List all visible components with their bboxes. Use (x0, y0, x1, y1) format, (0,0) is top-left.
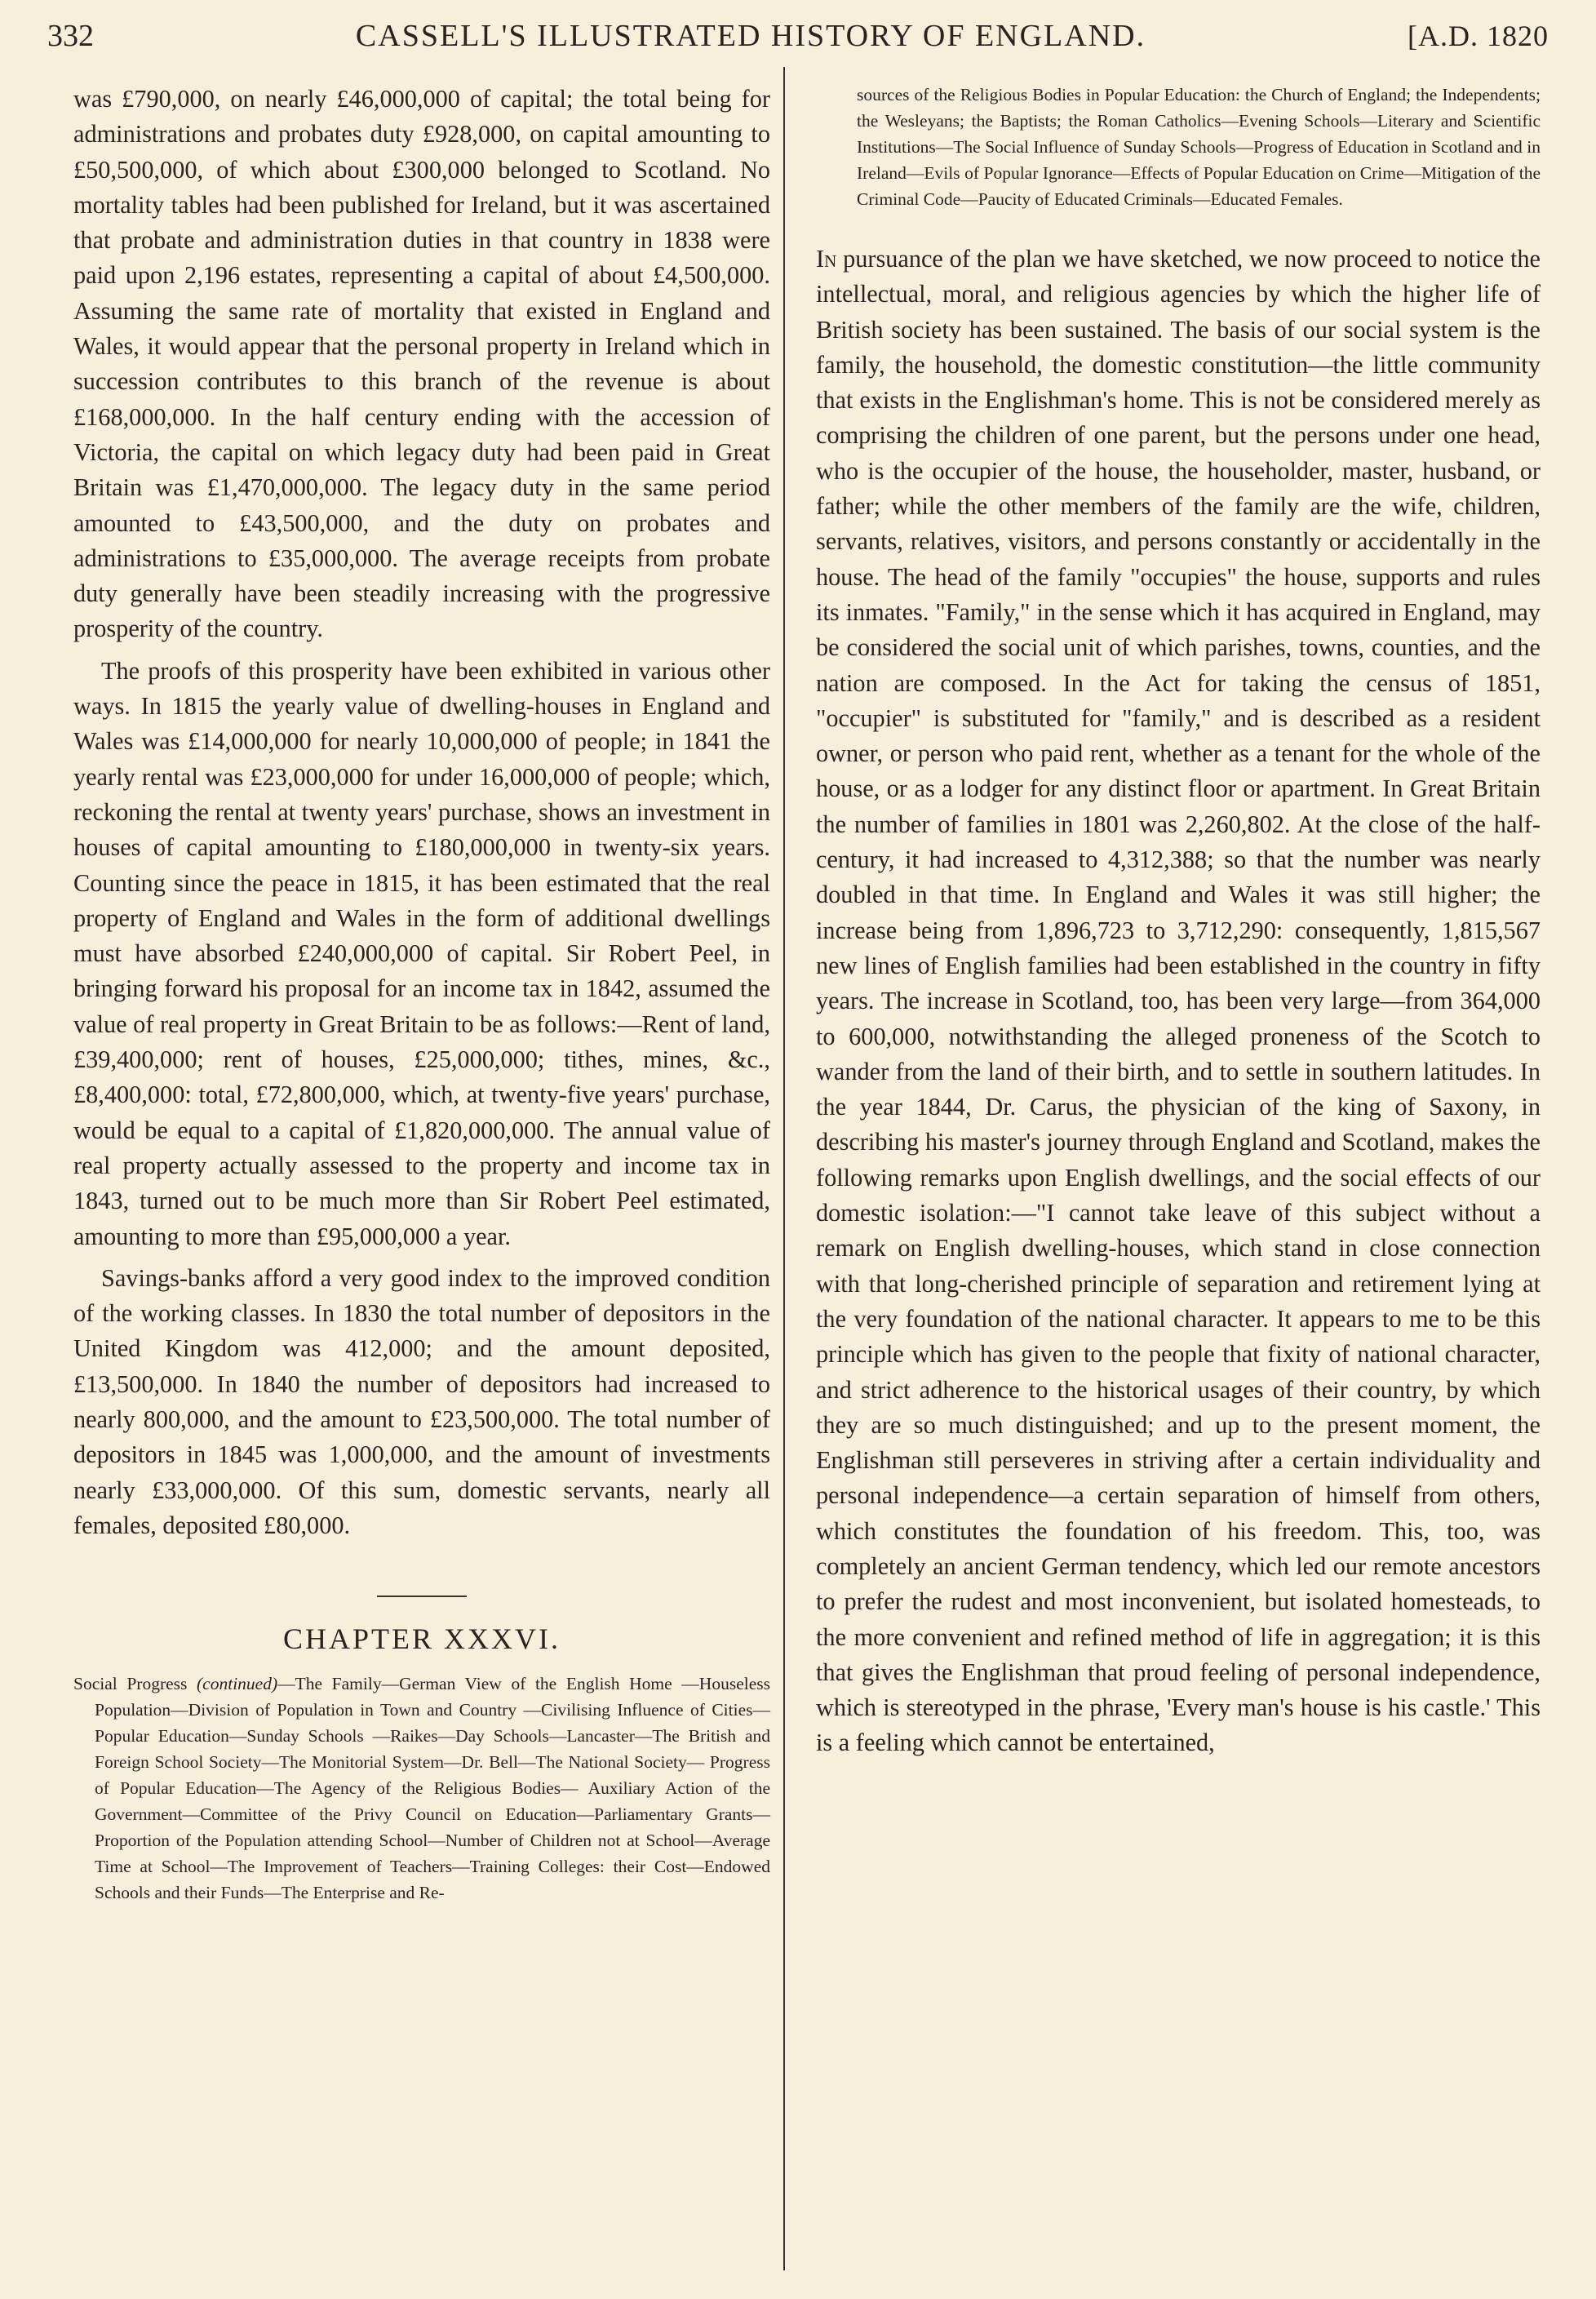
opening-word: In (816, 245, 837, 273)
running-title: CASSELL'S ILLUSTRATED HISTORY OF ENGLAND. (355, 19, 1146, 53)
synopsis-rest: —The Family—German View of the English Home —Houseless Population—Division of Population in Town and Country —Civilising Influence of Cities—Popular Education—Sunday Schools —Raikes—Day Schools—Lancaster—The British and Foreign School Society—The Monitorial System—Dr. Bell—The National Society— Progress of Popular Education—The Agency of the Religious Bodies— Auxiliary Action of the Government—Committee of the Privy Council on Education—Parliamentary Grants—Proportion of the Population attending School—Number of Children not at School—Average Time at School—The Improvement of Teachers—Training Colleges: their Cost—Endowed Schools and their Funds—The Enterprise and Re- (95, 1674, 770, 1903)
paragraph-text: pursuance of the plan we have sketched, we now proceed to notice the intellectual, moral, and religious agencies by which the higher life of British society has been sustained. The basis of our social system is the family, the household, the domestic constitution—the little community that exists in the Englishman's home. This is not be considered merely as comprising the children of one parent, but the persons under one head, who is the occupier of the house, the householder, master, husband, or father; while the other members of the family are the wife, children, servants, relatives, visitors, and persons constantly or accidentally in the house. The head of the family "occupies" the house, supports and rules its inmates. "Family," in the sense which it has acquired in England, may be considered the social unit of which parishes, towns, counties, and the nation are composed. In the Act for taking the census of 1851, "occupier" is substituted for "family," and is described as a resident owner, or person who paid rent, whether as a tenant for the whole of the house, or as a lodger for any distinct floor or apartment. In Great Britain the number of families in 1801 was 2,260,802. At the close of the half-century, it had increased to 4,312,388; so that the number was nearly doubled in that time. In England and Wales it was still higher; the increase being from 1,896,723 to 3,712,290: consequently, 1,815,567 new lines of English families had been established in the country in fifty years. The increase in Scotland, too, has been very large—from 364,000 to 600,000, notwithstanding the alleged proneness of the Scotch to wander from the land of their birth, and to settle in southern latitudes. In the year 1844, Dr. Carus, the physician of the king of Saxony, in describing his master's journey through England and Scotland, makes the following remarks upon English dwellings, and the social effects of our domestic isolation:—"I cannot take leave of this subject without a remark on English dwelling-houses, which stand in close connection with that long-cherished principle of separation and retirement lying at the very foundation of the national character. It appears to me to be this principle which has given to the people that fixity of national character, and strict adherence to the historical usages of their country, by which they are so much distinguished; and up to the present moment, the Englishman still perseveres in striving after a certain individuality and personal independence—a certain separation of himself from others, which constitutes the foundation of his freedom. This, too, was completely an ancient German tendency, which led our remote ancestors to prefer the rudest and most inconvenient, but isolated homesteads, to the more convenient and refined method of life in aggregation; it is this that gives the Englishman that proud feeling of personal independence, which is stereotyped in the phrase, 'Every man's house is his castle.' This is a feeling which cannot be entertained, (816, 245, 1541, 1757)
synopsis-lead: Social Progress (73, 1674, 197, 1694)
column-divider (783, 67, 785, 2270)
paragraph: was £790,000, on nearly £46,000,000 of capital; the total being for administrations and probates duty £928,000, on capital amounting to £50,500,000, of which about £300,000 belonged to Scotland. No mortality tables had been published for Ireland, but it was ascertained that probate and administration duties in that country in 1838 were paid upon 2,196 estates, representing a capital of about £4,500,000. Assuming the same rate of mortality that existed in England and Wales, it would appear that the personal property in Ireland which in succession contributes to this branch of the revenue is about £168,000,000. In the half century ending with the accession of Victoria, the capital on which legacy duty had been paid in Great Britain was £1,470,000,000. The legacy duty in the same period amounted to £43,500,000, and the duty on probates and administrations to £35,000,000. The average receipts from probate duty generally have been steadily increasing with the progressive prosperity of the country. (73, 85, 770, 643)
section-divider (377, 1596, 467, 1597)
chapter-title: CHAPTER XXXVI. (282, 1622, 561, 1656)
paragraph: The proofs of this prosperity have been exhibited in various other ways. In 1815 the yearly value of dwelling-houses in England and Wales was £14,000,000 for nearly 10,000,000 of people; in 1841 the yearly rental was £23,000,000 for under 16,000,000 of people; which, reckoning the rental at twenty years' purchase, shows an investment in houses of capital amounting to £180,000,000 in twenty-six years. Counting since the peace in 1815, it has been estimated that the real property of England and Wales in the form of additional dwellings must have absorbed £240,000,000 of capital. Sir Robert Peel, in bringing forward his proposal for an income tax in 1842, assumed the value of real property in Great Britain to be as follows:—Rent of land, £39,400,000; rent of houses, £25,000,000; tithes, mines, &c., £8,400,000: total, £72,800,000, which, at twenty-five years' purchase, would be equal to a capital of £1,820,000,000. The annual value of real property actually assessed to the property and income tax in 1843, turned out to be much more than Sir Robert Peel estimated, amounting to more than £95,000,000 a year. (73, 656, 770, 1250)
chapter-synopsis-continued: sources of the Religious Bodies in Popular Education: the Church of England; the Independents; the Wesleyans; the Baptists; the Roman Catholics—Evening Schools—Literary and Scientific Institutions—The Social Influence of Sunday Schools—Progress of Education in Scotland and in Ireland—Evils of Popular Ignorance—Effects of Popular Education on Crime—Mitigation of the Criminal Code—Paucity of Educated Criminals—Educated Females. (857, 85, 1541, 209)
header-date: [A.D. 1820 (1408, 20, 1549, 52)
synopsis-italic: (continued) (197, 1674, 278, 1694)
right-column (816, 82, 1541, 1768)
page-number: 332 (47, 19, 94, 53)
paragraph (816, 242, 1541, 1761)
left-column (73, 82, 770, 1906)
chapter-synopsis (73, 1671, 770, 1906)
paragraph: Savings-banks afford a very good index to the improved condition of the working classes. In 1830 the total number of depositors in the United Kingdom was 412,000; and the amount deposited, £13,500,000. In 1840 the number of depositors had increased to nearly 800,000, and the amount to £23,500,000. The total number of depositors in 1845 was 1,000,000, and the amount of investments nearly £33,000,000. Of this sum, domestic servants, nearly all females, deposited £80,000. (73, 1263, 770, 1539)
running-header (47, 11, 1549, 60)
